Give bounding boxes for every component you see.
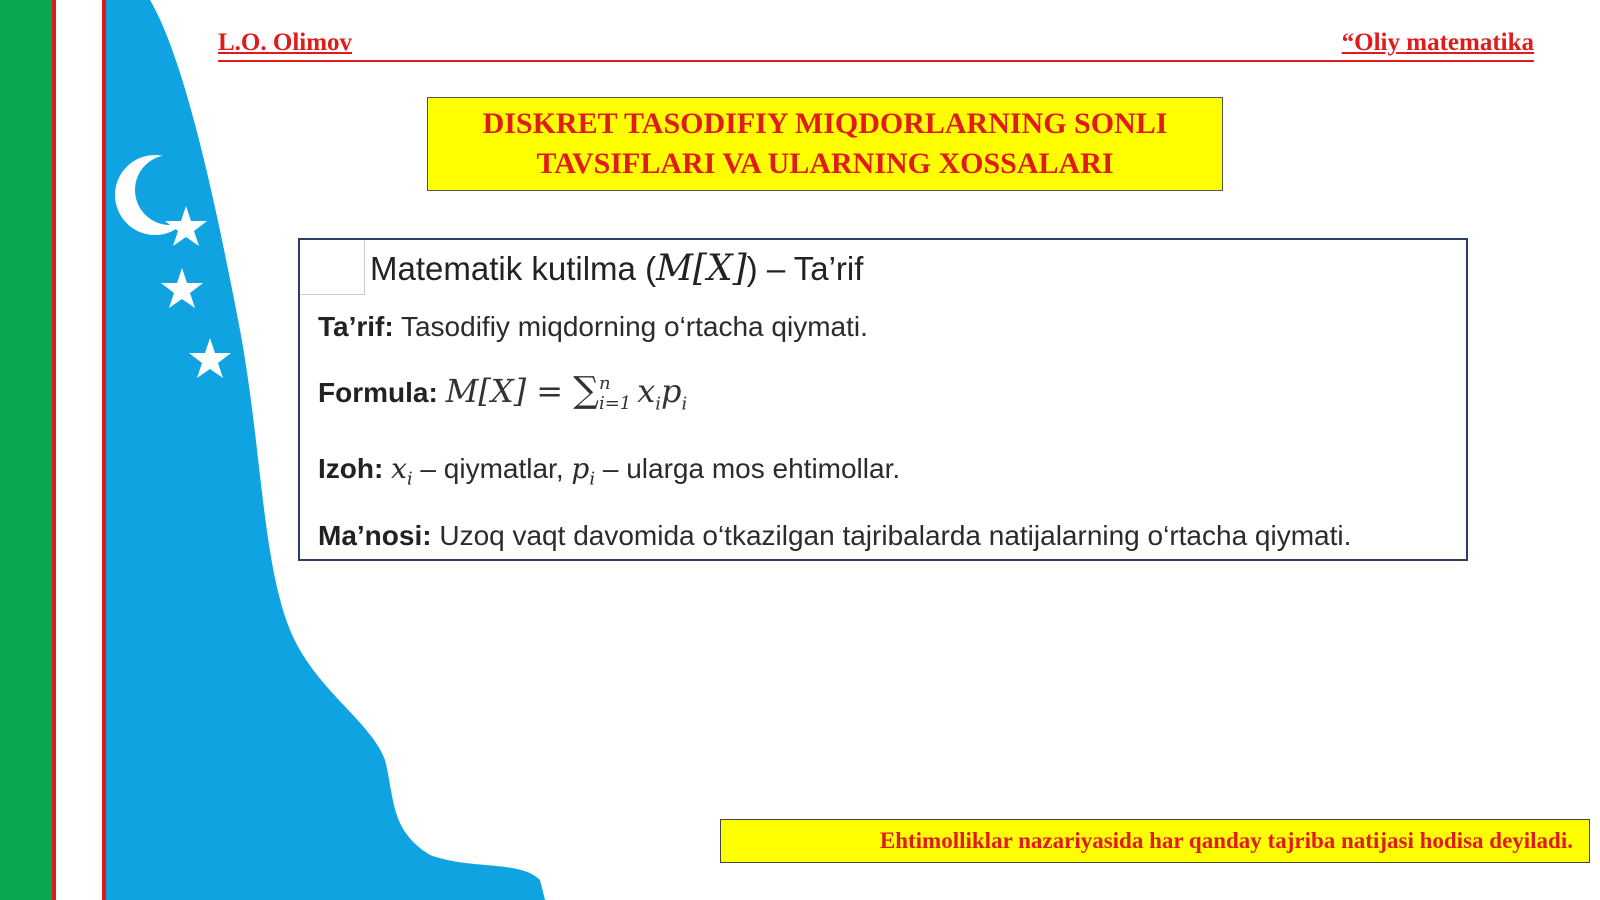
note-var-x: x bbox=[391, 452, 407, 485]
note-text-2: – ularga mos ehtimollar. bbox=[595, 453, 901, 484]
footer-note-text: Ehtimolliklar nazariyasida har qanday tajriba natijasi hodisa deyiladi. bbox=[879, 828, 1573, 853]
author-name: L.O. Olimov bbox=[218, 29, 353, 56]
note-var-p: p bbox=[571, 452, 590, 485]
meaning-text: Uzoq vaqt davomida o‘tkazilgan tajribalarda natijalarning o‘rtacha qiymati. bbox=[439, 520, 1352, 551]
formula-term-p: p bbox=[661, 372, 682, 410]
card-heading-prefix: Matematik kutilma ( bbox=[370, 250, 657, 287]
card-heading bbox=[370, 248, 863, 289]
card-heading-suffix: ) – Ta’rif bbox=[746, 250, 864, 287]
slide-title-line-2: TAVSIFLARI VA ULARNING XOSSALARI bbox=[536, 147, 1114, 180]
formula-expression bbox=[445, 370, 688, 415]
sigma-symbol: ∑ bbox=[573, 370, 599, 411]
formula-label: Formula: bbox=[318, 377, 438, 408]
formula-upper-limit: n bbox=[598, 372, 611, 394]
card-corner-notch bbox=[300, 240, 365, 295]
formula-row bbox=[318, 370, 687, 414]
slide-title-box bbox=[427, 97, 1223, 191]
definition-card bbox=[298, 238, 1468, 561]
note-var-p-sub: i bbox=[589, 468, 596, 490]
formula-limits bbox=[599, 374, 631, 414]
header-divider bbox=[218, 60, 1534, 62]
course-title: “Oliy matematika bbox=[1341, 29, 1534, 56]
meaning-label: Ma’nosi: bbox=[318, 520, 432, 551]
slide-title-line-1: DISKRET TASODIFIY MIQDORLARNING SONLI bbox=[482, 107, 1168, 140]
meaning-row bbox=[318, 520, 1351, 552]
footer-note-box bbox=[720, 819, 1590, 863]
flag-green-stripe bbox=[0, 0, 52, 900]
note-text-1: – qiymatlar, bbox=[412, 453, 572, 484]
flag-red-border-left bbox=[52, 0, 56, 900]
flag-red-border-right bbox=[102, 0, 106, 900]
definition-row bbox=[318, 311, 868, 343]
formula-lhs: M[X] = bbox=[445, 372, 564, 410]
note-var-x-sub: i bbox=[406, 468, 413, 490]
card-heading-math: M[X] bbox=[656, 248, 747, 289]
note-row bbox=[318, 452, 900, 490]
flag-white-stripe bbox=[56, 0, 102, 900]
definition-label: Ta’rif: bbox=[318, 311, 394, 342]
definition-text: Tasodifiy miqdorning o‘rtacha qiymati. bbox=[400, 311, 868, 342]
formula-term-x-sub: i bbox=[655, 393, 662, 415]
note-label: Izoh: bbox=[318, 453, 384, 484]
formula-term-p-sub: i bbox=[681, 393, 688, 415]
formula-term-x: x bbox=[637, 372, 656, 410]
formula-lower-limit: i=1 bbox=[598, 392, 632, 414]
